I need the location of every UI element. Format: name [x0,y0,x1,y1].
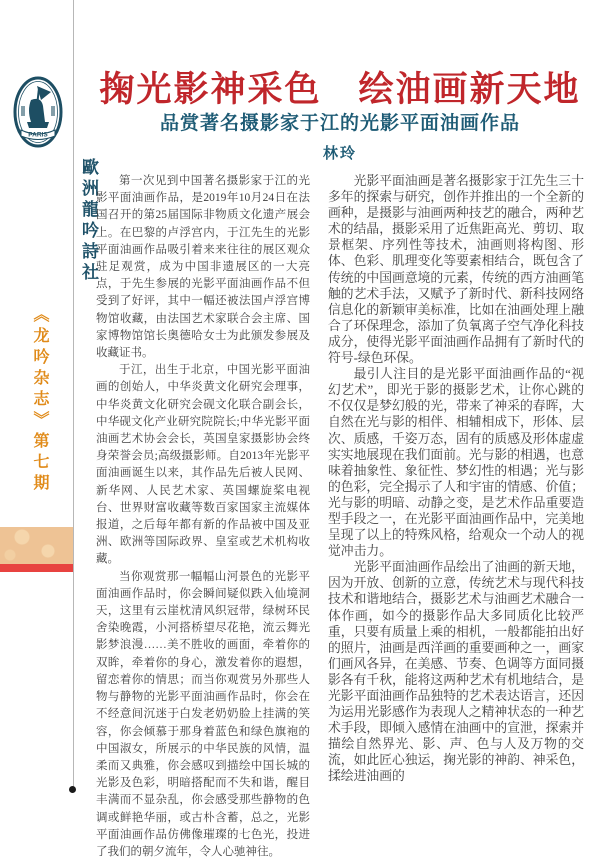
decorative-tan-band [0,527,73,564]
issue-label-vertical: 《龙吟杂志》第七期 [31,306,48,495]
vertical-divider-line [73,0,74,788]
author-name: 林玲 [322,146,357,162]
paris-logo-icon [13,76,63,148]
paragraph: 光影平面油画是著名摄影家于江先生三十多年的探索与研究，创作并推出的一个全新的画种，是摄影与油画两种技艺的融合，两种艺术的结晶，摄影采用了近焦距高光、剪切、取景框架、序列性等技术，油画则将构图、形体、色彩、肌理变化等要素相结合，既包含了传统的中国画意境的元素，传统的西方油画笔触的艺术手法，又赋予了新时代、新科技网络信息化的新颖审美标准，比如在油画处理上融合了环保理念，添加了负氧离子空气净化科技成分，使得光影平面油画作品拥有了新时代的符号-绿色环保。 [328,174,584,366]
article-column-left [96,173,310,861]
article-columns [96,173,584,861]
decorative-red-stripe [0,564,73,572]
paragraph: 光影平面油画作品绘出了油画的新天地，因为开放、创新的立意，传统艺术与现代科技技术和谐地结合，摄影艺术与油画艺术融合一体作画，如今的摄影作品大多同质化比较严重，只要有质量上乘的相机，一般都能拍出好的照片，油画是西洋画的重要画种之一，画家们画风各异，在美感、节奏、色调等方面同摄影各有千秋，能将这两种艺术有机地结合，是光影平面油画作品独特的艺术表达语言，还因为运用光影感作为表现人之精神状态的一种艺术手段，即倾入感情在油画中的宣泄，探索并描绘自然界光、影、声、色与人及万物的交流，如此匠心独运，掬光影的神韵、神采色，揉绘进油画的 [328,560,584,784]
paris-society-logo [13,76,63,148]
article-column-right [328,173,584,861]
paragraph: 于江，出生于北京，中国光影平面油画的创始人，中华炎黄文化研究会理事，中华炎黄文化研究会砚文化联合副会长，中华砚文化产业研究院院长;中华光影平面油画艺术协会会长，英国皇家摄影协会终身荣誉会员;高级摄影师。自2013年光影平面油画诞生以来，其作品先后被人民网、新华网、人民艺术家、英国螺旋桨电视台、世界财富收藏等数百家国家主流媒体报道，之后每年都有新的作品被中国及亚洲、欧洲等国际政界、皇室或艺术机构收藏。 [96,364,310,566]
paragraph: 最引人注目的是光影平面油画作品的“视幻艺术”，即光于影的摄影艺术，让你心跳的不仅仅是梦幻般的光，带来了神采的春晖，大自然在光与影的相伴、相辅相成下，形体、层次、质感，千姿万态，固有的质感及形体虚虚实实地展现在我们面前。光与影的相遇，也意味着抽象性、象征性、梦幻性的相遇；光与影的色彩，完全揭示了人和宇宙的情感、价值；光与影的明暗、动静之变，是艺术作品重要造型手段之一，在光影平面油画作品中，完美地呈现了以上的特殊风格，给观众一个动人的视觉冲击力。 [328,367,584,559]
article-area [96,68,584,861]
paris-logo-text: PARIS [28,131,48,139]
article-title: 掬光影神采色 绘油画新天地 [99,69,581,110]
paragraph: 第一次见到中国著名摄影家于江的光影平面油画作品，是2019年10月24日在法国召开的第25届国际非物质文化遗产展会上。在巴黎的卢浮宫内，于江先生的光影平面油画作品吸引着来来往往的展区观众驻足观赏，成为中国非遗展区的一大亮点，于先生参展的光影平面油画作品不但受到了好评，其中一幅还被法国卢浮宫博物馆收藏，由法国艺术家联合会主席、国家博物馆馆长奥德哈女士为此颁发参展及收藏证书。 [96,175,310,360]
paragraph: 当你观赏那一幅幅山河景色的光影平面油画作品时，你会瞬间疑似跌入仙境洞天，这里有云崖枕清风织冠带，绿树环民舍染晚霞，小河搭桥望尽花艳，流云舞光影梦浪漫……美不胜收的画面，牵着你的双眸，牵着你的身心，激发着你的遐想，留恋着你的情思；而当你观赏另外那些人物与静物的光影平面油画作品时，你会在不经意间沉迷于白发老奶奶脸上挂满的笑容，你会倾慕于那身着蓝色和绿色旗袍的中国淑女，所展示的中华民族的风情，温柔而又典雅，你会感叹到描绘中国长城的光影及色彩，明暗搭配而不失和谐，醒目丰满而不显杂乱，你会感受那些静物的色调或鲜艳华丽，或古朴含蓄，总之，光影平面油画作品仿佛像璀璨的七色光，投进了我们的朝夕流年，令人心驰神往。 [96,570,310,858]
divider-end-dot [69,786,76,793]
society-name-vertical: 歐洲龍吟詩社 [79,158,98,284]
article-subtitle: 品赏著名摄影家于江的光影平面油画作品 [159,113,520,134]
